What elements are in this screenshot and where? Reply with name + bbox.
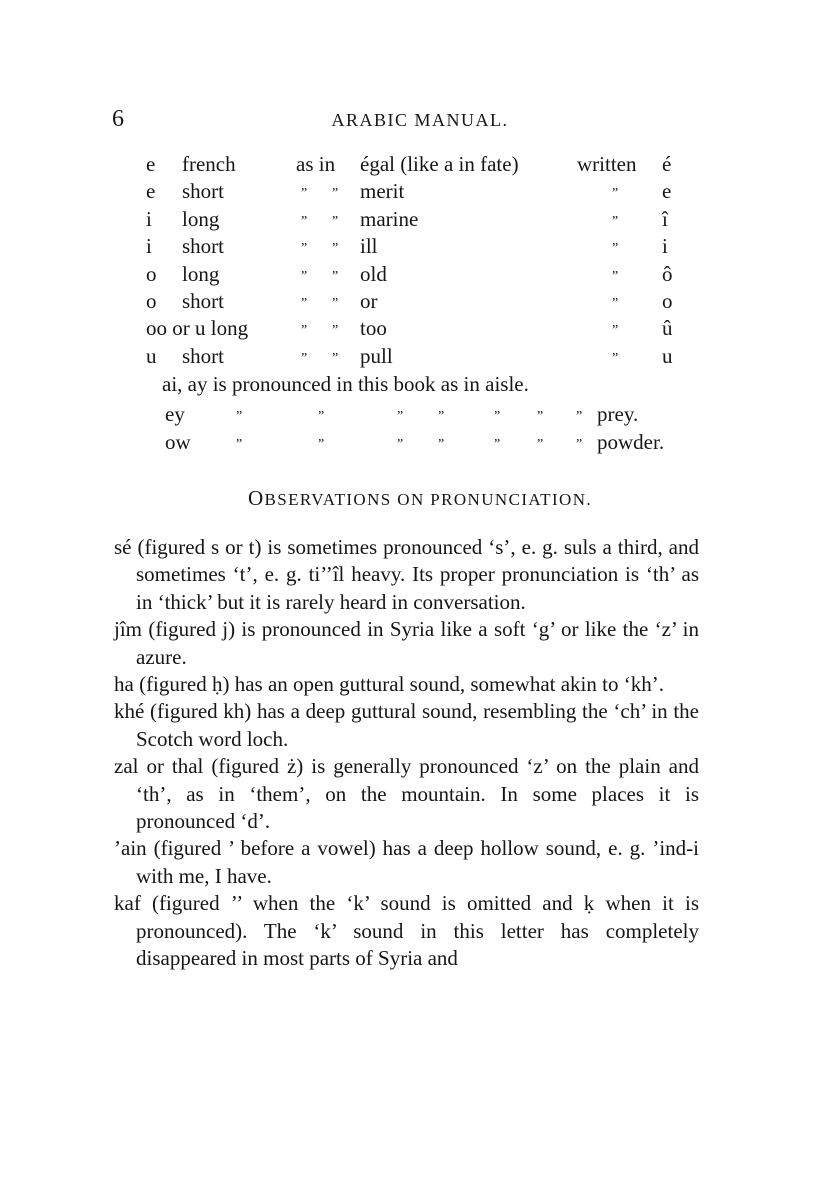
section-title-rest: BSERVATIONS ON PRONUNCIATION. — [264, 490, 593, 509]
vowel-row — [0, 289, 840, 316]
ditto-mark: ” — [494, 409, 501, 424]
observations-list — [114, 534, 699, 973]
vowel-description: short — [182, 234, 224, 259]
observation-entry: jîm (figured j) is pronounced in Syria like a soft ‘g’ or like the ‘z’ in azure. — [114, 617, 699, 669]
example-word: or — [360, 288, 378, 313]
example-word: too — [360, 316, 387, 341]
vowel-description: oo or u long — [146, 316, 249, 341]
observation-entry: zal or thal (figured ż) is generally pronounced ‘z’ on the plain and ‘th’, as in ‘them’, on the mountain. In some places it is pronounced ‘d’. — [114, 754, 699, 834]
diphthong-label: ow — [165, 430, 191, 454]
ditto-mark: ” — [318, 409, 325, 424]
section-title-initial: O — [247, 486, 265, 510]
vowel-row — [0, 207, 840, 234]
ditto-mark: ” — [301, 268, 308, 284]
ditto-mark: ” — [236, 437, 243, 452]
ditto-mark: ” — [332, 350, 339, 366]
transliteration-symbol: o — [662, 288, 673, 313]
vowel-row — [0, 179, 840, 206]
ditto-mark: ” — [438, 409, 445, 424]
ditto-mark: ” — [236, 409, 243, 424]
ditto-mark: ” — [301, 186, 308, 202]
ditto-mark: ” — [612, 241, 619, 257]
vowel-letter: i — [146, 234, 152, 259]
as-in-label: as in — [296, 152, 336, 176]
observation-entry: ha (figured ḥ) has an open guttural sound, somewhat akin to ‘kh’. — [114, 672, 664, 697]
ditto-mark: ” — [397, 437, 404, 452]
example-word: merit — [360, 179, 405, 204]
ditto-mark: ” — [301, 241, 308, 257]
section-title — [0, 486, 840, 511]
ditto-mark: ” — [612, 268, 619, 284]
ditto-mark: ” — [332, 295, 339, 311]
transliteration-symbol: é — [662, 152, 672, 176]
vowel-letter: e — [146, 152, 156, 176]
vowel-description: long — [182, 206, 220, 231]
vowel-row — [0, 344, 840, 371]
transliteration-symbol: ô — [662, 261, 673, 286]
ditto-mark: ” — [318, 437, 325, 452]
vowel-letter: u — [146, 343, 157, 368]
vowel-row — [0, 234, 840, 261]
example-word: ill — [360, 234, 378, 259]
written-label: written — [577, 152, 637, 176]
transliteration-symbol: û — [662, 316, 673, 341]
ditto-mark: ” — [301, 350, 308, 366]
running-head: ARABIC MANUAL. — [331, 110, 509, 130]
observation-entry: ’ain (figured ’ before a vowel) has a deep hollow sound, e. g. ’ind-i with me, I have. — [114, 836, 699, 888]
page-number: 6 — [112, 106, 124, 132]
transliteration-symbol: u — [662, 343, 673, 368]
diphthong-ai-text: ai, ay is pronounced in this book as in aisle. — [162, 372, 529, 396]
vowel-row — [0, 316, 840, 343]
transliteration-symbol: î — [662, 206, 668, 231]
diphthong-example: prey. — [597, 402, 639, 426]
ditto-mark: ” — [301, 295, 308, 311]
vowel-description: short — [182, 343, 224, 368]
ditto-mark: ” — [494, 437, 501, 452]
ditto-mark: ” — [612, 213, 619, 229]
vowel-row — [0, 262, 840, 289]
example-word: marine — [360, 206, 419, 231]
ditto-mark: ” — [438, 437, 445, 452]
ditto-mark: ” — [612, 186, 619, 202]
ditto-mark: ” — [332, 186, 339, 202]
ditto-mark: ” — [332, 213, 339, 229]
observation-entry: kaf (figured ’’ when the ‘k’ sound is omitted and ḳ when it is pronounced). The ‘k’ sound in this letter has completely disappeared in most parts of Syria and — [114, 891, 699, 971]
ditto-mark: ” — [576, 409, 583, 424]
ditto-mark: ” — [576, 437, 583, 452]
vowel-letter: i — [146, 206, 152, 231]
transliteration-symbol: i — [662, 234, 668, 259]
ditto-mark: ” — [397, 409, 404, 424]
vowel-table — [0, 152, 840, 371]
vowel-letter: o — [146, 288, 157, 313]
vowel-description: short — [182, 288, 224, 313]
vowel-description: long — [182, 261, 220, 286]
diphthong-label: ey — [165, 402, 185, 426]
ditto-mark: ” — [332, 241, 339, 257]
page-header — [0, 106, 840, 136]
vowel-row — [0, 152, 840, 179]
vowel-letter: e — [146, 179, 156, 204]
ditto-mark: ” — [612, 323, 619, 339]
ditto-mark: ” — [332, 268, 339, 284]
ditto-mark: ” — [301, 323, 308, 339]
transliteration-symbol: e — [662, 179, 672, 204]
example-word: égal (like a in fate) — [360, 152, 519, 176]
example-word: pull — [360, 343, 393, 368]
ditto-mark: ” — [612, 295, 619, 311]
observation-entry: khé (figured kh) has a deep guttural sound, resembling the ‘ch’ in the Scotch word loch. — [114, 699, 699, 751]
vowel-description: short — [182, 179, 224, 204]
ditto-mark: ” — [301, 213, 308, 229]
observation-entry: sé (figured s or t) is sometimes pronounced ‘s’, e. g. suls a third, and sometimes ‘t’, e. g. ti’’îl heavy. Its proper pronunciation is ‘th’ as in ‘thick’ but it is rarely heard in conversation. — [114, 535, 699, 614]
example-word: old — [360, 261, 387, 286]
ditto-mark: ” — [537, 437, 544, 452]
ditto-mark: ” — [537, 409, 544, 424]
vowel-letter: o — [146, 261, 157, 286]
vowel-description: french — [182, 152, 236, 176]
ditto-mark: ” — [612, 350, 619, 366]
diphthong-example: powder. — [597, 430, 665, 454]
ditto-mark: ” — [332, 323, 339, 339]
